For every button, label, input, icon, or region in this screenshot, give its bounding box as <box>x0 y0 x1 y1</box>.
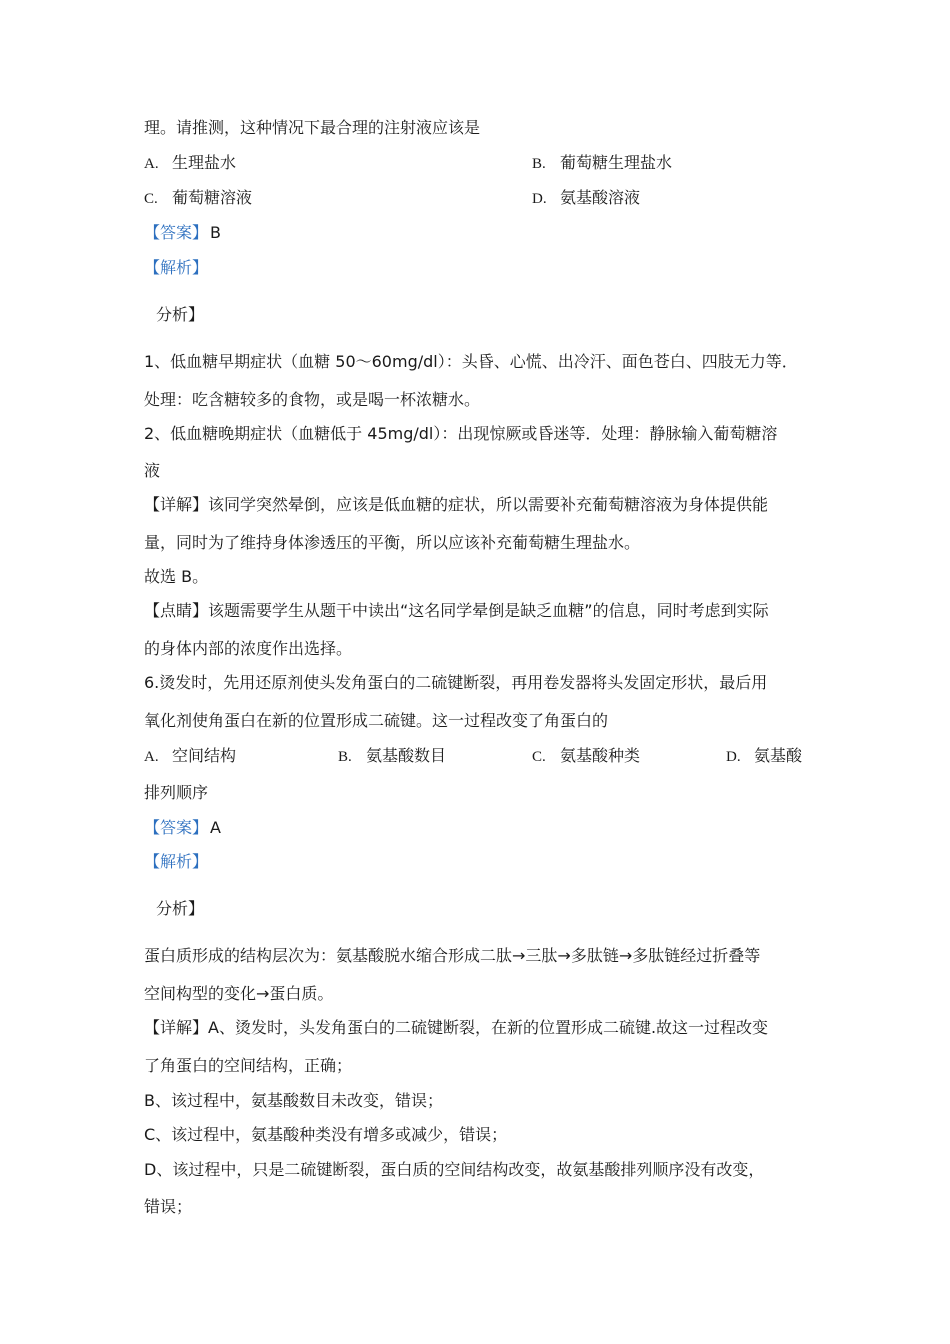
q5-option-d <box>532 187 640 210</box>
q5-option-b <box>532 152 672 175</box>
q5-detail-b: 量，同时为了维持身体渗透压的平衡，所以应该补充葡萄糖生理盐水。 <box>144 533 641 552</box>
q6-detail-a: 【详解】A、烫发时，头发角蛋白的二硫键断裂，在新的位置形成二硫键.故这一过程改变 <box>144 1018 769 1037</box>
q6-line-d: D、该过程中，只是二硫键断裂，蛋白质的空间结构改变，故氨基酸排列顺序没有改变， <box>144 1160 765 1179</box>
q5-detail-a: 【详解】该同学突然晕倒，应该是低血糖的症状，所以需要补充葡萄糖溶液为身体提供能 <box>144 495 769 514</box>
q6-option-d-letter: D. <box>726 749 741 765</box>
q5-analysis-sub: 分析】 <box>156 305 205 324</box>
q5-paragraph-2a: 2、低血糖晚期症状（血糖低于 45mg/dl）：出现惊厥或昏迷等．处理：静脉输入葡萄糖溶 <box>144 424 778 443</box>
q5-answer <box>144 222 221 244</box>
q6-option-b <box>338 745 446 768</box>
q6-option-c <box>532 745 640 768</box>
q5-paragraph-1b: 处理：吃含糖较多的食物，或是喝一杯浓糖水。 <box>144 390 481 409</box>
q5-stem-tail: 理。请推测，这种情况下最合理的注射液应该是 <box>144 118 481 137</box>
q6-option-d-wrap: 排列顺序 <box>144 783 209 802</box>
q5-point-a: 【点睛】该题需要学生从题干中读出“这名同学晕倒是缺乏血糖”的信息，同时考虑到实际 <box>144 601 769 620</box>
q6-line-c: C、该过程中，氨基酸种类没有增多或减少，错误； <box>144 1125 508 1144</box>
q5-paragraph-1a: 1、低血糖早期症状（血糖 50～60mg/dl）：头昏、心慌、出冷汗、面色苍白、四肢无力等． <box>144 352 798 371</box>
q5-option-b-letter: B. <box>532 156 546 172</box>
q6-stem-b: 氧化剂使角蛋白在新的位置形成二硫键。这一过程改变了角蛋白的 <box>144 711 609 730</box>
q5-option-a-letter: A. <box>144 156 159 172</box>
q6-option-a <box>144 745 236 768</box>
q6-option-d-text: 氨基酸 <box>754 746 803 765</box>
q5-option-c-letter: C. <box>144 191 158 207</box>
q5-option-a-text: 生理盐水 <box>172 153 237 172</box>
q6-option-b-letter: B. <box>338 749 352 765</box>
q6-option-c-letter: C. <box>532 749 546 765</box>
q6-line-b: B、该过程中，氨基酸数目未改变，错误； <box>144 1091 443 1110</box>
q6-detail-b: 了角蛋白的空间结构，正确； <box>144 1056 353 1075</box>
q6-option-a-text: 空间结构 <box>172 746 237 765</box>
q6-option-d <box>726 745 802 768</box>
q6-paragraph-1b: 空间构型的变化→蛋白质。 <box>144 984 334 1003</box>
q6-option-b-text: 氨基酸数目 <box>366 746 447 765</box>
q6-option-a-letter: A. <box>144 749 159 765</box>
q6-answer-value: A <box>210 818 221 837</box>
q6-answer <box>144 817 221 839</box>
q6-answer-label: 【答案】 <box>144 818 209 837</box>
q6-line-d2: 错误； <box>144 1197 193 1216</box>
q5-option-d-letter: D. <box>532 191 547 207</box>
q5-option-a <box>144 152 236 175</box>
q5-option-b-text: 葡萄糖生理盐水 <box>560 153 673 172</box>
q6-analysis-sub: 分析】 <box>156 899 205 918</box>
q5-choose: 故选 B。 <box>144 567 209 586</box>
q5-point-b: 的身体内部的浓度作出选择。 <box>144 639 353 658</box>
q5-answer-label: 【答案】 <box>144 223 209 242</box>
q5-answer-value: B <box>210 223 221 242</box>
q6-analysis-label: 【解析】 <box>144 852 209 871</box>
q5-analysis-label: 【解析】 <box>144 258 209 277</box>
q6-option-c-text: 氨基酸种类 <box>560 746 641 765</box>
q6-paragraph-1a: 蛋白质形成的结构层次为：氨基酸脱水缩合形成二肽→三肽→多肽链→多肽链经过折叠等 <box>144 946 761 965</box>
q6-stem-a: 6.烫发时，先用还原剂使头发角蛋白的二硫键断裂，再用卷发器将头发固定形状，最后用 <box>144 673 768 692</box>
q5-option-d-text: 氨基酸溶液 <box>560 188 641 207</box>
q5-option-c <box>144 187 252 210</box>
q5-option-c-text: 葡萄糖溶液 <box>172 188 253 207</box>
q5-paragraph-2b: 液 <box>144 461 161 480</box>
